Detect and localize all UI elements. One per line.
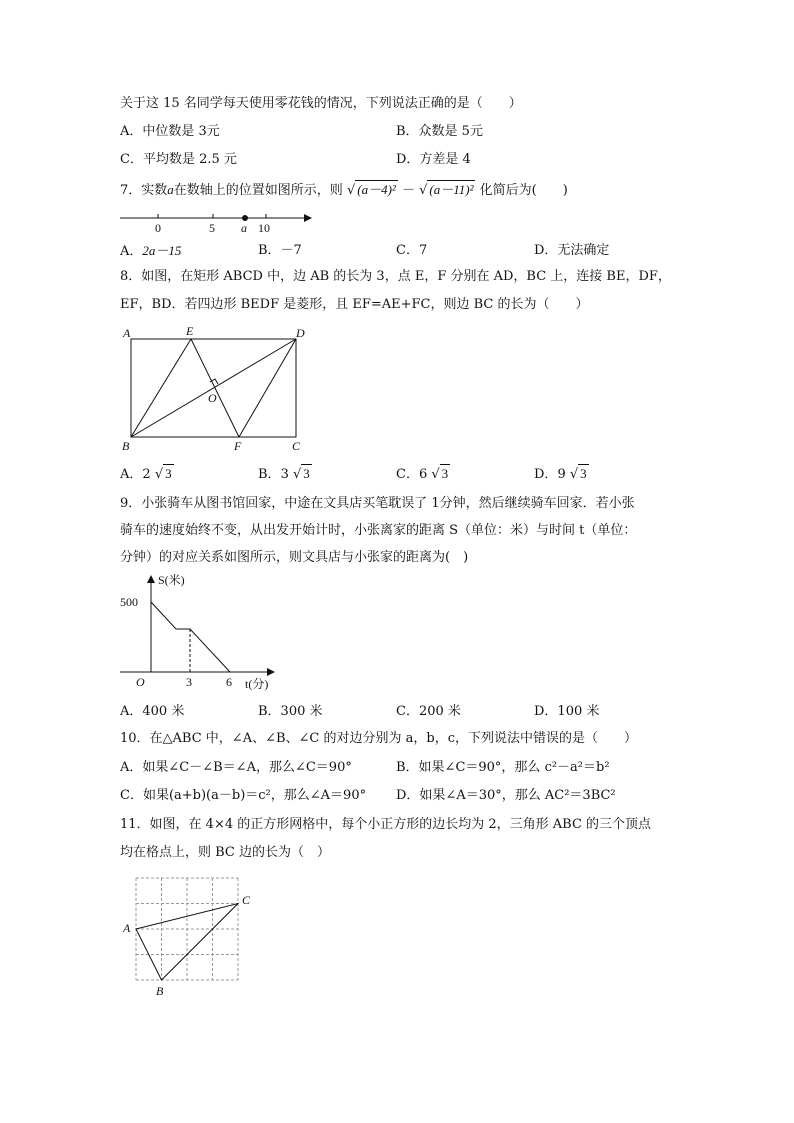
q9-line-2: 骑车的速度始终不变，从出发开始计时，小张离家的距离 S（单位：米）与时间 t（单位： (120, 523, 637, 538)
q8-label-d: D (296, 326, 305, 340)
q7-radical-1: (a－4)² (357, 182, 396, 197)
q8-label-o: O (208, 391, 217, 405)
q8-figure (118, 324, 318, 456)
q7-var-a: a (167, 182, 174, 197)
q7-point-a: a (241, 221, 247, 235)
q11-label-b: B (156, 984, 164, 998)
q7-minus: － (401, 183, 415, 198)
q7-stem-b: 在数轴上的位置如图所示，则 (173, 183, 343, 198)
q9-y-axis-label: S(米) (158, 573, 185, 587)
q6-option-a: A．中位数是 3元 (120, 124, 220, 139)
q11-label-c: C (242, 893, 251, 907)
q8-line-1: 8．如图，在矩形 ABCD 中，边 AB 的长为 3，点 E，F 分别在 AD，BC 上，连接 BE，DF， (120, 269, 671, 284)
q7-stem: 7．实数a在数轴上的位置如图所示，则 √ (a－4)² － √ (a－11)² 化简后为( ) (120, 182, 568, 198)
q7-option-a-letter: A． (120, 244, 143, 259)
q10-option-c: C．如果(a+b)(a－b)＝c²，那么∠A＝90° (120, 788, 367, 803)
q8-label-f: F (234, 439, 242, 453)
q8-option-b: B．3 √ 3 (258, 466, 310, 482)
q10-option-d: D．如果∠A＝30°，那么 AC²＝3BC² (396, 788, 616, 803)
q8-label-c: C (292, 439, 301, 453)
q6-stem: 关于这 15 名同学每天使用零花钱的情况，下列说法正确的是（ ） (120, 96, 522, 111)
q10-option-a: A．如果∠C－∠B＝∠A，那么∠C＝90° (120, 760, 352, 775)
q9-y-tick-500: 500 (120, 595, 138, 609)
q7-tick-5: 5 (209, 221, 215, 235)
q9-x-tick-3: 3 (186, 675, 192, 689)
q7-option-b: B．－7 (258, 243, 302, 258)
q9-option-a: A．400 米 (120, 704, 185, 719)
q7-radical-2: (a－11)² (429, 182, 474, 197)
q9-option-d: D．100 米 (534, 704, 600, 719)
q11-line-2: 均在格点上，则 BC 边的长为（ ） (120, 845, 331, 860)
q9-origin: O (136, 675, 145, 689)
q7-tick-0: 0 (155, 221, 161, 235)
q9-line-1: 9．小张骑车从图书馆回家，中途在文具店买笔耽误了 1分钟，然后继续骑车回家．若小张 (120, 496, 635, 511)
q8-label-e: E (186, 324, 194, 338)
q9-x-tick-6: 6 (226, 675, 232, 689)
q6-option-d: D．方差是 4 (396, 152, 471, 167)
q7-stem-a: 7．实数 (120, 183, 168, 198)
q10-option-b: B．如果∠C＝90°，那么 c²－a²＝b² (396, 760, 610, 775)
q6-option-c: C．平均数是 2.5 元 (120, 152, 237, 167)
q8-option-c: C．6 √ 3 (396, 466, 449, 482)
q9-option-c: C．200 米 (396, 704, 461, 719)
q11-label-a: A (123, 921, 131, 935)
q7-tick-10: 10 (258, 221, 270, 235)
q7-option-d: D．无法确定 (534, 243, 610, 258)
q9-distance-time-graph (118, 572, 288, 697)
q7-option-c: C．7 (396, 243, 428, 258)
q10-stem: 10．在△ABC 中，∠A、∠B、∠C 的对边分别为 a，b，c，下列说法中错误的是（ ） (120, 731, 637, 746)
q7-stem-c: 化简后为( ) (479, 183, 568, 198)
q9-line-3: 分钟）的对应关系如图所示，则文具店与小张家的距离为( ) (120, 550, 469, 565)
q9-option-b: B．300 米 (258, 704, 323, 719)
q8-label-b: B (122, 439, 130, 453)
q7-option-a-expr: 2a－15 (142, 243, 182, 258)
q8-label-a: A (123, 326, 131, 340)
q11-grid-figure (118, 868, 278, 1003)
q11-line-1: 11．如图，在 4×4 的正方形网格中，每个小正方形的边长均为 2，三角形 ABC 的三个顶点 (120, 817, 652, 832)
q7-option-a (120, 242, 181, 261)
q6-option-b: B．众数是 5元 (396, 124, 483, 139)
q8-option-d: D．9 √ 3 (534, 466, 587, 482)
q9-x-axis-label: t(分) (245, 677, 269, 691)
q8-option-a: A．2 √ 3 (120, 466, 172, 482)
q7-number-line (118, 208, 318, 238)
q8-line-2: EF，BD．若四边形 BEDF 是菱形，且 EF=AE+FC，则边 BC 的长为（ ） (120, 297, 589, 312)
